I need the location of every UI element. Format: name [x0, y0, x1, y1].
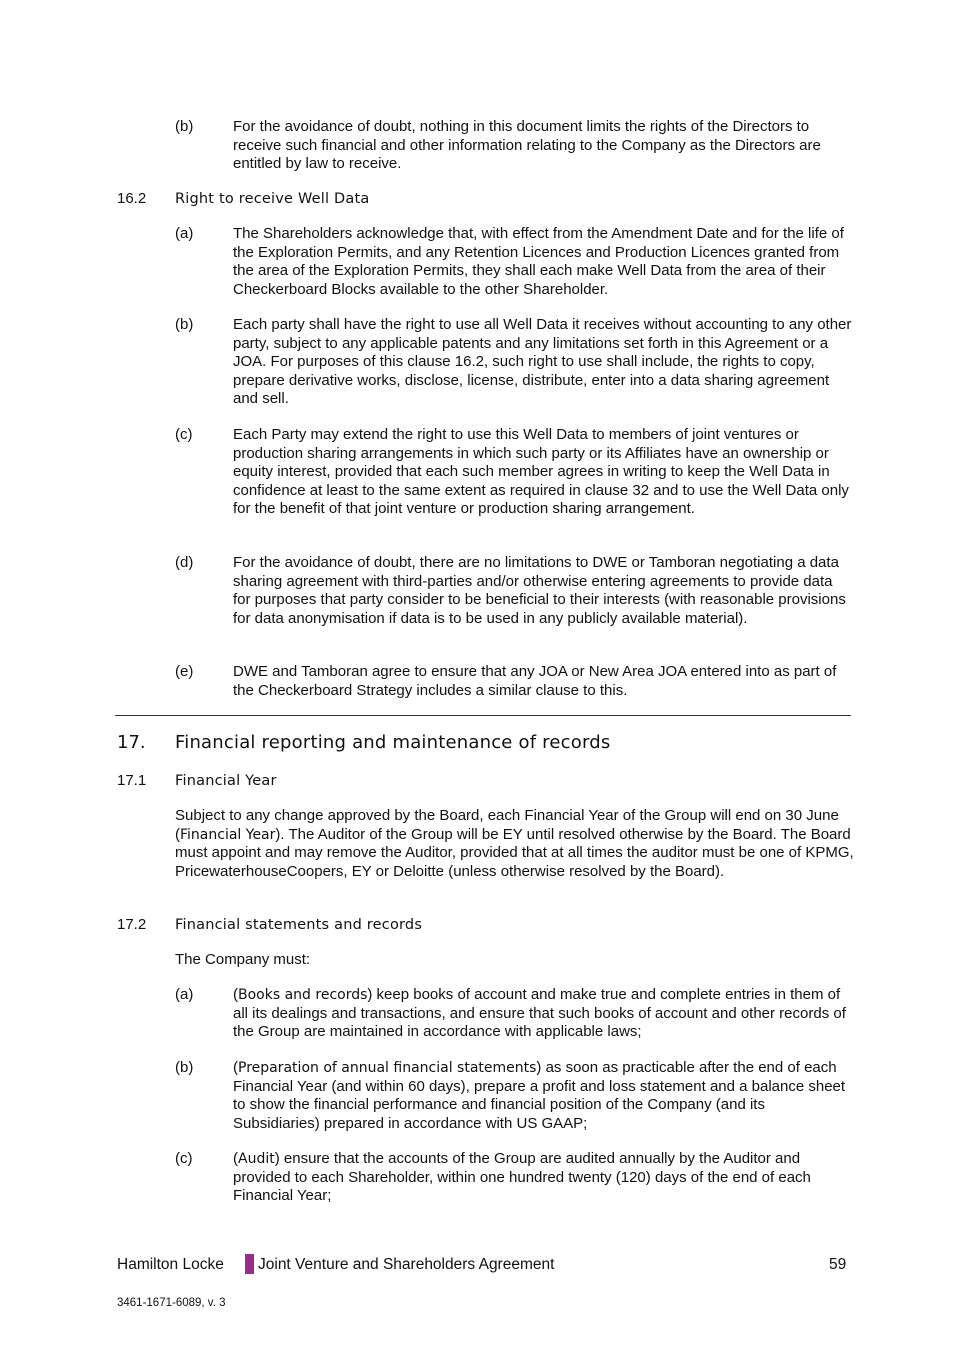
page-number: 59 — [829, 1256, 847, 1273]
section-number: 17. — [117, 732, 146, 753]
paragraph: The Company must: — [175, 951, 311, 968]
document-id: 3461-1671-6089, v. 3 — [117, 1297, 226, 1309]
item-subheading: Audit — [238, 1151, 275, 1167]
section-number: 17.2 — [117, 916, 147, 933]
item-label: (a) — [175, 225, 194, 242]
item-text: For the avoidance of doubt, nothing in this document limits the rights of the Directors to receive such financial and other information relating to the Company as the Directors are entitled by law to receive. — [233, 118, 821, 173]
item-text: The Shareholders acknowledge that, with effect from the Amendment Date and for the life of the Exploration Permits, and any Retention Licences and Production Licences granted from the area of the Exploration Permits, they shall each make Well Data from the area of their Checkerboard Blocks available to the other Shareholder. — [233, 225, 844, 298]
footer-firm: Hamilton Locke — [117, 1256, 224, 1273]
item-text: (Books and records) keep books of account and make true and complete entries in them of all its dealings and transactions, and ensure that such books of account and other records of the Group are maintained in accordance with applicable laws; — [233, 986, 846, 1041]
item-label: (b) — [175, 1059, 194, 1076]
item-label: (d) — [175, 554, 194, 571]
section-heading: Financial reporting and maintenance of records — [175, 732, 611, 753]
section-number: 16.2 — [117, 190, 147, 207]
item-subheading: Preparation of annual financial statements — [238, 1060, 537, 1076]
item-label: (a) — [175, 986, 194, 1003]
item-label: (e) — [175, 663, 194, 680]
defined-term: Financial Year — [180, 826, 276, 843]
item-label: (b) — [175, 316, 194, 333]
item-label: (c) — [175, 1150, 193, 1167]
item-text: Each party shall have the right to use all Well Data it receives without accounting to any other party, subject to any applicable patents and any limitations set forth in this Agreement or a JOA. For purposes of this clause 16.2, such right to use shall include, the rights to copy, prepare derivative works, disclose, license, distribute, enter into a data sharing agreement and sell. — [233, 316, 852, 408]
section-divider — [115, 715, 851, 716]
footer-accent-bar — [245, 1254, 254, 1274]
item-text: DWE and Tamboran agree to ensure that any JOA or New Area JOA entered into as part of the Checkerboard Strategy includes a similar clause to this. — [233, 663, 837, 699]
item-text: (Preparation of annual financial statements) as soon as practicable after the end of each Financial Year (and within 60 days), prepare a profit and loss statement and a balance sheet to show the financial performance and financial position of the Company (and its Subsidiaries) prepared in accordance with US GAAP; — [233, 1059, 846, 1132]
footer-title: Joint Venture and Shareholders Agreement — [258, 1256, 555, 1273]
item-text: (Audit) ensure that the accounts of the Group are audited annually by the Auditor and provided to each Shareholder, within one hundred twenty (120) days of the end of each Financial Year; — [233, 1150, 811, 1205]
item-text: Each Party may extend the right to use this Well Data to members of joint ventures or production sharing arrangements in which such party or its Affiliates have an ownership or equity interest, provided that each such member agrees in writing to keep the Well Data in confidence at least to the same extent as required in clause 32 and to use the Well Data only for the benefit of that joint venture or production sharing arrangement. — [233, 426, 849, 518]
section-heading: Financial statements and records — [175, 917, 423, 933]
item-label: (c) — [175, 426, 193, 443]
item-text: For the avoidance of doubt, there are no limitations to DWE or Tamboran negotiating a data sharing agreement with third-parties and/or otherwise entering agreements to provide data for purposes that party consider to be beneficial to their interests (with reasonable provisions for data anonymisation if data is to be used in any publicly available material). — [233, 554, 846, 627]
item-label: (b) — [175, 118, 194, 135]
item-subheading: Books and records — [238, 987, 368, 1003]
section-number: 17.1 — [117, 772, 147, 789]
section-heading: Financial Year — [175, 773, 277, 789]
section-heading: Right to receive Well Data — [175, 191, 370, 207]
paragraph: Subject to any change approved by the Board, each Financial Year of the Group will end on 30 June (Financial Year). The Auditor of the Group will be EY until resolved otherwise by the Board. The Board must appoint and may remove the Auditor, provided that at all times the auditor must be one of KPMG, PricewaterhouseCoopers, EY or Deloitte (unless otherwise resolved by the Board). — [175, 807, 854, 880]
